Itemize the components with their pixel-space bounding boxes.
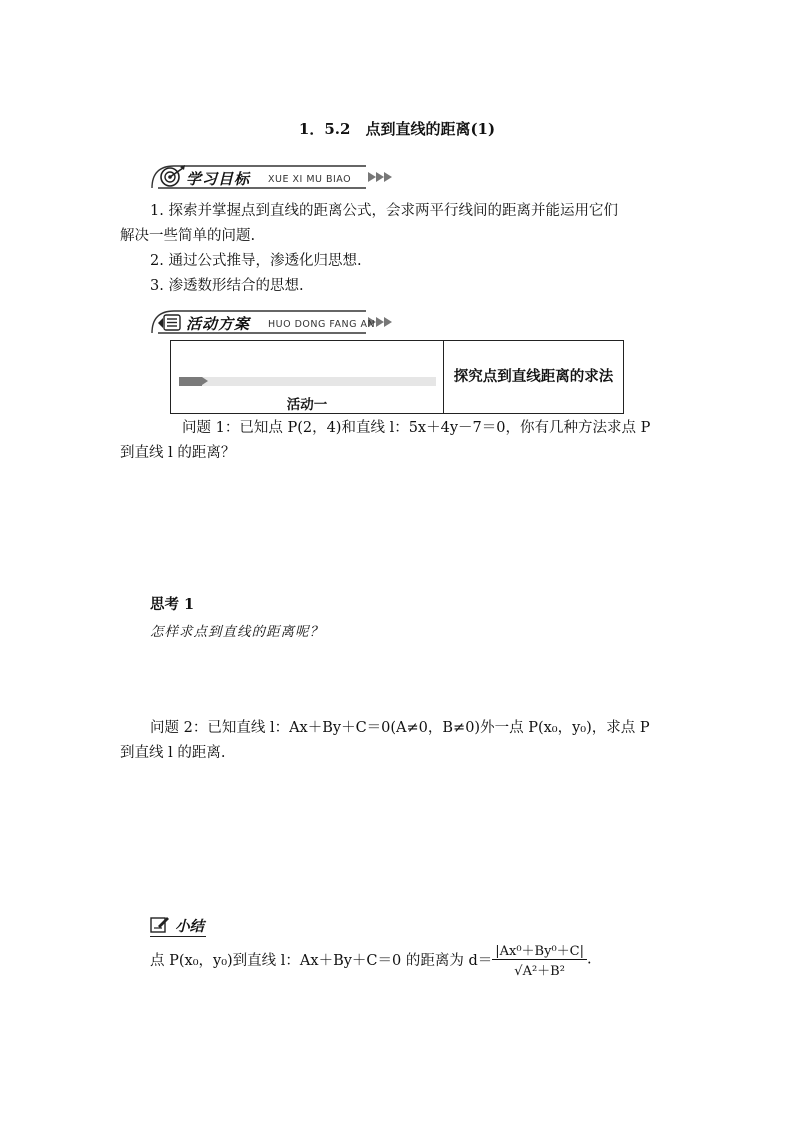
activity-progress-fill: [179, 377, 202, 386]
objectives-banner-sub: XUE XI MU BIAO: [268, 174, 352, 185]
activity-banner-sub: HUO DONG FANG AN: [268, 319, 376, 330]
question-2-cont: 到直线 l 的距离.: [120, 745, 226, 761]
objective-1: 1. 探索并掌握点到直线的距离公式，会求两平行线间的距离并能运用它们: [150, 203, 618, 219]
think-1-body: 怎样求点到直线的距离呢？: [150, 624, 324, 640]
page-title: 1．5.2 点到直线的距离(1): [298, 120, 496, 138]
objective-3: 3. 渗透数形结合的思想.: [150, 278, 304, 294]
think-1-title: 思考 1: [150, 596, 195, 613]
distance-fraction: [492, 940, 587, 979]
objective-2: 2. 通过公式推导，渗透化归思想.: [150, 253, 362, 269]
question-2: 问题 2：已知直线 l：Ax＋By＋C＝0(A≠0，B≠0)外一点 P(x₀，y₀)，求点 P: [150, 720, 650, 736]
activity-label: 活动一: [286, 397, 328, 413]
fraction-numerator: |Ax⁰＋By⁰＋C|: [492, 940, 587, 960]
fraction-denominator: √A²＋B²: [514, 964, 565, 979]
activity-banner-label: 活动方案: [186, 315, 251, 333]
summary-text: 点 P(x₀，y₀)到直线 l：Ax＋By＋C＝0 的距离为 d＝: [150, 953, 493, 969]
activity-topic: 探究点到直线距离的求法: [453, 368, 614, 385]
question-1: 问题 1：已知点 P(2，4)和直线 l：5x＋4y－7＝0，你有几种方法求点 P: [182, 420, 651, 436]
question-1-cont: 到直线 l 的距离？: [120, 445, 236, 461]
pencil-note-icon: [150, 916, 170, 934]
summary-heading: [150, 915, 204, 936]
summary-end: .: [587, 951, 592, 968]
activity-box: [170, 340, 624, 414]
activity-box-left: [171, 341, 444, 413]
activity-progress-bar: [179, 377, 436, 386]
activity-progress-tip: [202, 377, 208, 385]
summary-formula: [150, 940, 592, 984]
summary-heading-label: 小结: [175, 918, 205, 935]
activity-banner: [150, 307, 402, 337]
objectives-banner: [150, 162, 402, 192]
objective-1-cont: 解决一些简单的问题.: [120, 228, 256, 244]
objectives-banner-label: 学习目标: [186, 170, 251, 188]
